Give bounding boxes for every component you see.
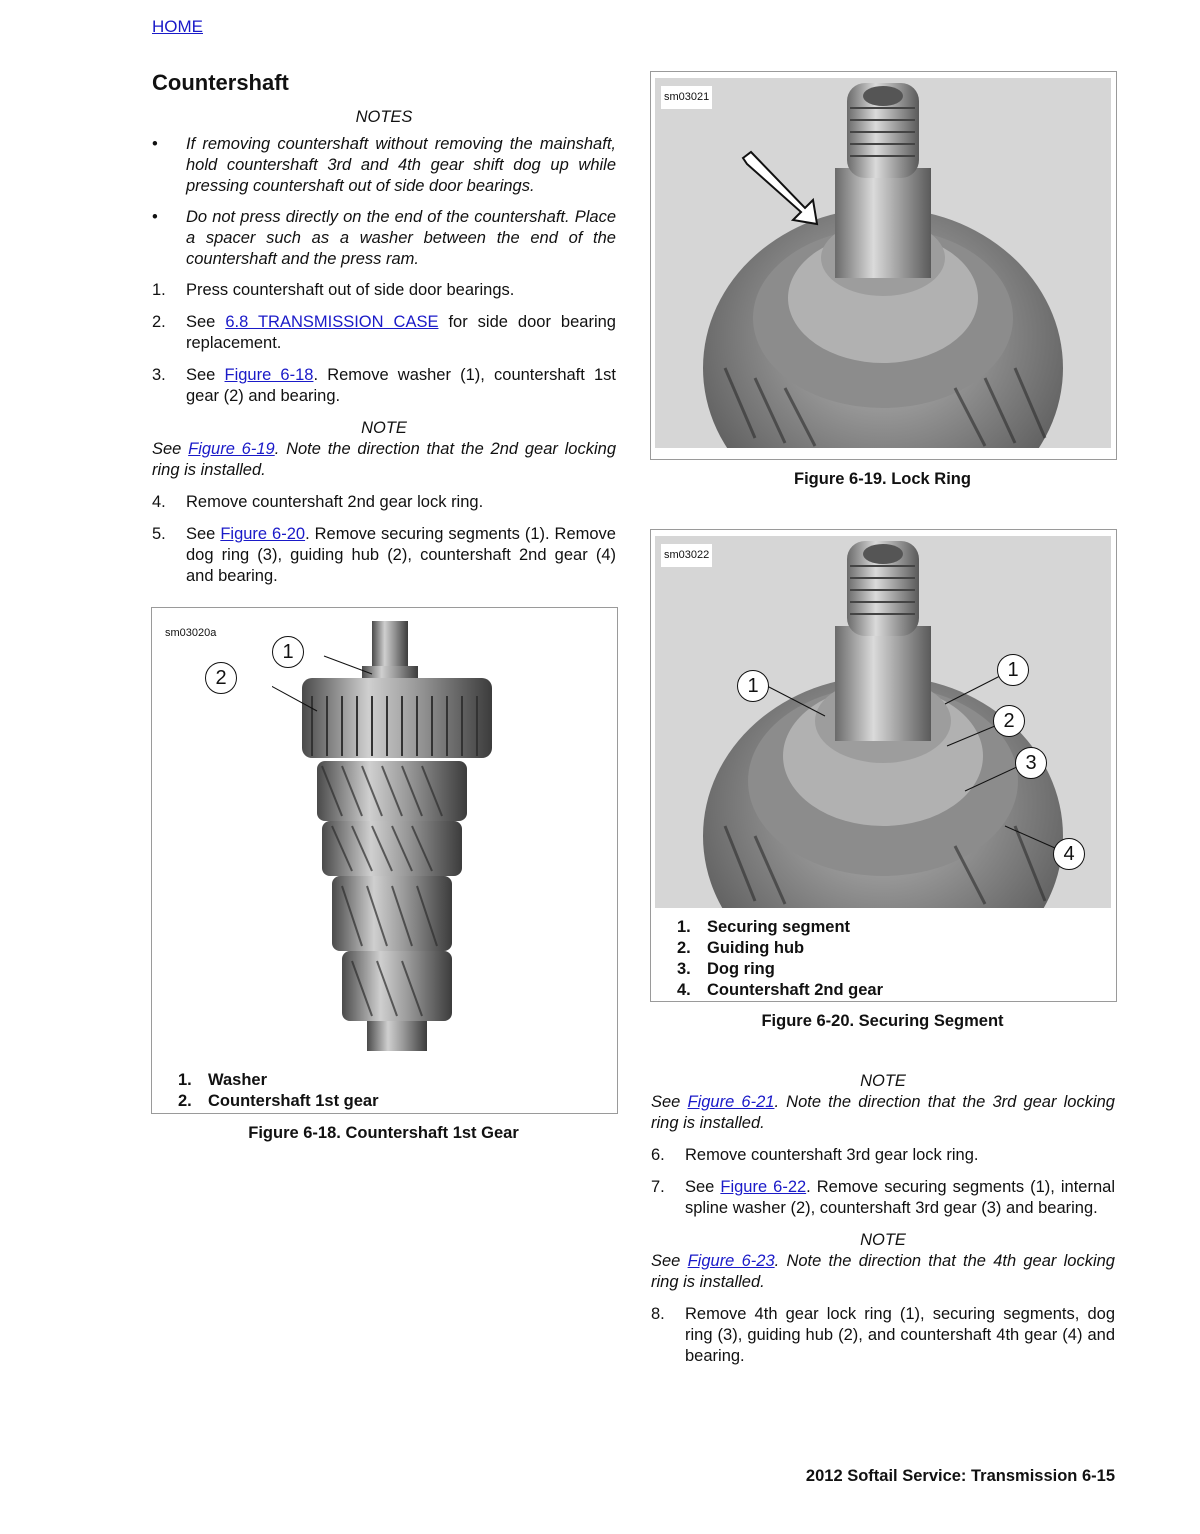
step-item (152, 280, 616, 301)
step-text-pre: See (186, 366, 225, 384)
section-title: Countershaft (152, 70, 289, 95)
note-bullet (152, 134, 616, 197)
step-item (152, 492, 616, 513)
legend-item (677, 959, 883, 980)
lock-ring-photo (655, 78, 1111, 448)
figure-6-20 (650, 529, 1117, 1002)
step-item (152, 312, 616, 354)
note-pre: See (651, 1252, 688, 1270)
figure-legend (178, 1070, 379, 1112)
note-post: . Note the direction that the 4th gear locking ring is installed. (651, 1252, 1115, 1291)
step-item (651, 1304, 1115, 1367)
step-text: Press countershaft out of side door bearings. (186, 281, 515, 299)
note-paragraph (152, 439, 616, 481)
callout-1: 1 (272, 636, 304, 668)
note-paragraph (651, 1092, 1115, 1134)
legend-text: Securing segment (707, 918, 851, 936)
step-number: 7. (651, 1178, 665, 1196)
figure-id: sm03021 (661, 86, 712, 109)
step-text-post: for side door bearing replacement. (186, 313, 616, 352)
legend-number: 3. (677, 960, 691, 978)
note-text: Do not press directly on the end of the countershaft. Place a spacer such as a washer between the end of the countershaft and the press ram. (186, 208, 616, 268)
right-column (651, 1071, 1115, 1378)
step-item (651, 1145, 1115, 1166)
figure-6-18-caption: Figure 6-18. Countershaft 1st Gear (248, 1124, 519, 1142)
legend-item (178, 1070, 379, 1091)
left-column (152, 107, 616, 598)
step-text-pre: See (685, 1178, 721, 1196)
step-text: Remove countershaft 2nd gear lock ring. (186, 493, 484, 511)
note-heading: NOTE (860, 1231, 906, 1249)
step-number: 8. (651, 1305, 665, 1323)
note-post: . Note the direction that the 3rd gear locking ring is installed. (651, 1093, 1115, 1132)
note-paragraph (651, 1251, 1115, 1293)
figure-6-23-link[interactable]: Figure 6-23 (687, 1252, 775, 1270)
step-text-pre: See (186, 525, 221, 543)
figure-6-19 (650, 71, 1117, 460)
notes-heading: NOTES (355, 108, 413, 126)
figure-legend (677, 917, 883, 1001)
figure-6-22-link[interactable]: Figure 6-22 (720, 1178, 807, 1196)
note-text: If removing countershaft without removing the mainshaft, hold countershaft 3rd and 4th gear shift dog up while pressing countershaft out of side door bearings. (186, 135, 616, 195)
page-footer: 2012 Softail Service: Transmission 6-15 (805, 1467, 1115, 1485)
note-heading: NOTE (860, 1072, 906, 1090)
step-number: 2. (152, 313, 166, 331)
step-number: 1. (152, 281, 166, 299)
note-pre: See (152, 440, 189, 458)
callout-4: 4 (1053, 838, 1085, 870)
step-item (651, 1177, 1115, 1219)
countershaft-photo (272, 616, 512, 1056)
step-item (152, 365, 616, 407)
transmission-case-link[interactable]: 6.8 TRANSMISSION CASE (225, 313, 439, 331)
step-text: Remove countershaft 3rd gear lock ring. (685, 1146, 979, 1164)
step-number: 5. (152, 525, 166, 543)
figure-6-20-caption: Figure 6-20. Securing Segment (761, 1012, 1004, 1030)
step-text: Remove 4th gear lock ring (1), securing segments, dog ring (3), guiding hub (2), and countershaft 4th gear (4) and bearing. (685, 1305, 1115, 1365)
figure-6-18 (151, 607, 618, 1114)
note-post: . Note the direction that the 2nd gear locking ring is installed. (152, 440, 616, 479)
note-bullet (152, 207, 616, 270)
legend-text: Guiding hub (707, 939, 805, 957)
legend-item (677, 938, 883, 959)
legend-number: 2. (677, 939, 691, 957)
legend-number: 1. (178, 1071, 192, 1089)
note-pre: See (651, 1093, 688, 1111)
legend-text: Dog ring (707, 960, 775, 978)
legend-number: 4. (677, 981, 691, 999)
figure-6-20-link[interactable]: Figure 6-20 (220, 525, 306, 543)
figure-6-19-link[interactable]: Figure 6-19 (188, 440, 275, 458)
legend-number: 2. (178, 1092, 192, 1110)
figure-6-19-caption: Figure 6-19. Lock Ring (794, 470, 971, 488)
step-number: 4. (152, 493, 166, 511)
callout-2: 2 (205, 662, 237, 694)
figure-6-21-link[interactable]: Figure 6-21 (687, 1093, 775, 1111)
step-number: 3. (152, 366, 166, 384)
figure-6-18-link[interactable]: Figure 6-18 (224, 366, 314, 384)
legend-item (677, 917, 883, 938)
step-text-post: . Remove securing segments (1). Remove dog ring (3), guiding hub (2), countershaft 2nd gear (4) and bearing. (186, 525, 616, 585)
step-number: 6. (651, 1146, 665, 1164)
home-link[interactable]: HOME (152, 17, 203, 36)
note-heading: NOTE (361, 419, 407, 437)
callout-2: 2 (993, 705, 1025, 737)
figure-id: sm03022 (661, 544, 712, 567)
legend-text: Countershaft 2nd gear (707, 981, 884, 999)
bullet-mark: • (152, 208, 158, 226)
figure-id: sm03020a (162, 622, 219, 645)
step-text-post: . Remove securing segments (1), internal spline washer (2), countershaft 3rd gear (3) and bearing. (685, 1178, 1115, 1217)
step-item (152, 524, 616, 587)
step-text-post: . Remove washer (1), countershaft 1st gear (2) and bearing. (186, 366, 616, 405)
step-text-pre: See (186, 313, 226, 331)
callout-3: 3 (1015, 747, 1047, 779)
legend-item (178, 1091, 379, 1112)
legend-text: Countershaft 1st gear (208, 1092, 379, 1110)
legend-number: 1. (677, 918, 691, 936)
legend-text: Washer (208, 1071, 267, 1089)
callout-1-left: 1 (737, 670, 769, 702)
callout-1-right: 1 (997, 654, 1029, 686)
legend-item (677, 980, 883, 1001)
securing-segment-photo (655, 536, 1111, 908)
bullet-mark: • (152, 135, 158, 153)
